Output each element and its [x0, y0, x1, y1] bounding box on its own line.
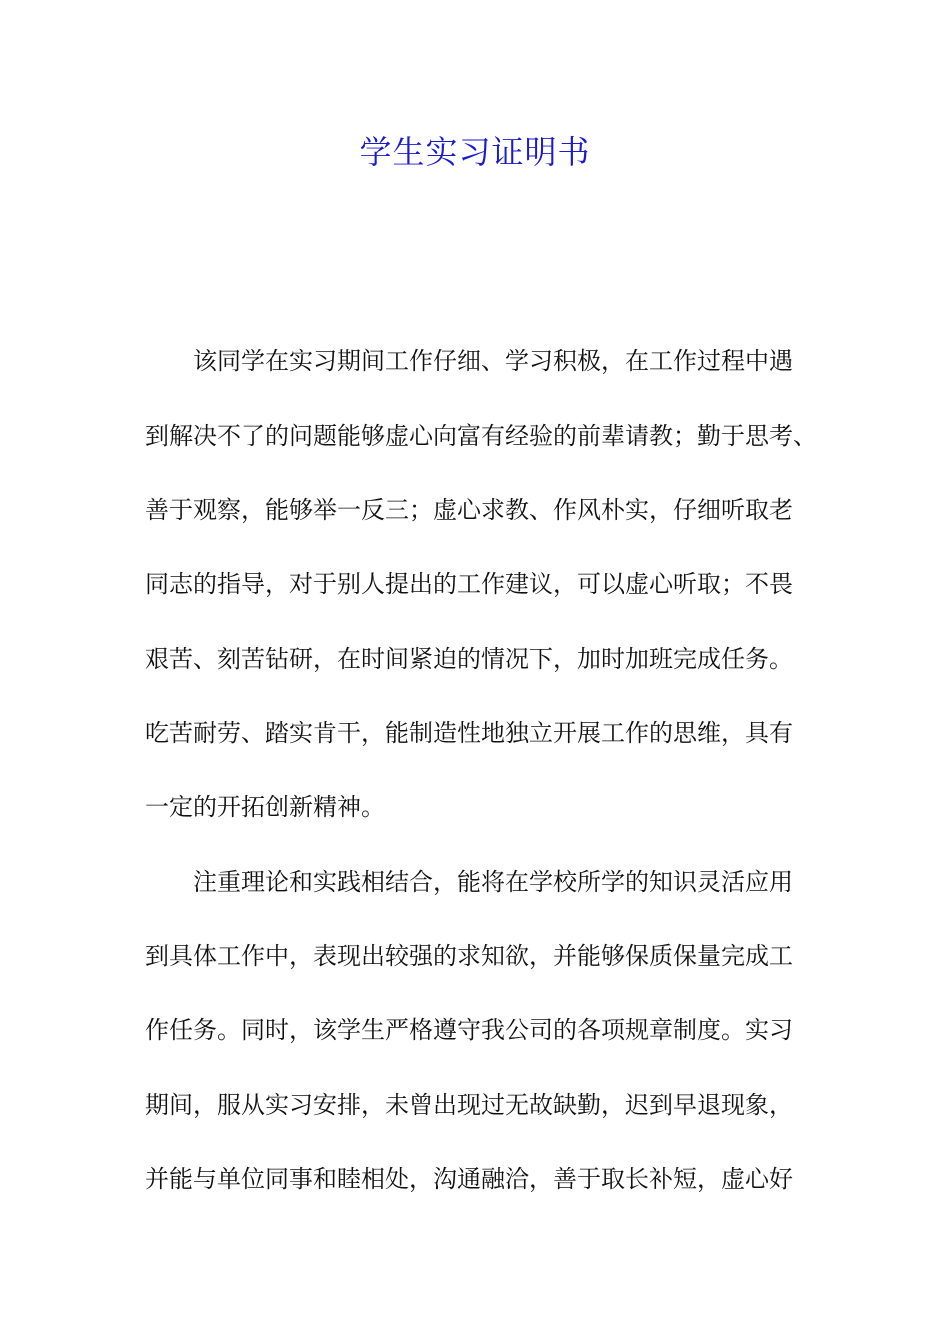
- paragraph-2-line-4: 期间，服从实习安排，未曾出现过无故缺勤，迟到早退现象，: [145, 1091, 793, 1119]
- paragraph-2-line-5: 并能与单位同事和睦相处，沟通融洽，善于取长补短，虚心好: [145, 1165, 793, 1193]
- paragraph-1-line-7: 一定的开拓创新精神。: [145, 793, 385, 821]
- paragraph-1-line-5: 艰苦、刻苦钻研，在时间紧迫的情况下，加时加班完成任务。: [145, 645, 793, 673]
- paragraph-1-line-4: 同志的指导，对于别人提出的工作建议，可以虚心听取；不畏: [145, 570, 793, 598]
- paragraph-1-line-2: 到解决不了的问题能够虚心向富有经验的前辈请教；勤于思考、: [145, 422, 817, 450]
- paragraph-2-line-1: 注重理论和实践相结合，能将在学校所学的知识灵活应用: [193, 868, 793, 896]
- document-title: 学生实习证明书: [359, 133, 591, 171]
- paragraph-1-line-3: 善于观察，能够举一反三；虚心求教、作风朴实，仔细听取老: [145, 496, 793, 524]
- paragraph-1-line-6: 吃苦耐劳、踏实肯干，能制造性地独立开展工作的思维，具有: [145, 719, 793, 747]
- paragraph-2-line-2: 到具体工作中，表现出较强的求知欲，并能够保质保量完成工: [145, 942, 793, 970]
- paragraph-1-line-1: 该同学在实习期间工作仔细、学习积极，在工作过程中遇: [193, 347, 793, 375]
- paragraph-2-line-3: 作任务。同时，该学生严格遵守我公司的各项规章制度。实习: [145, 1016, 793, 1044]
